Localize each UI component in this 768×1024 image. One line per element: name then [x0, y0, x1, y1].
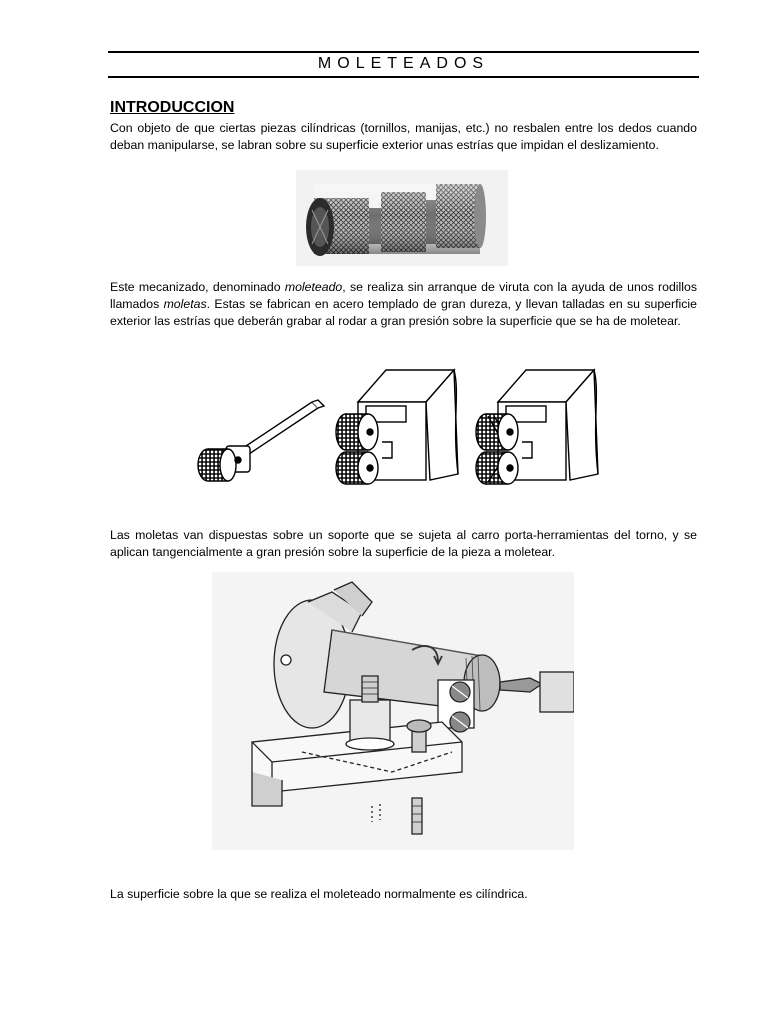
document-title: MOLETEADOS — [317, 55, 490, 72]
section-heading: INTRODUCCION — [110, 99, 235, 116]
double-knurl-tool — [336, 370, 458, 484]
single-knurl-tool — [198, 400, 324, 481]
knurling-tools-figure — [186, 362, 616, 497]
paragraph-superficie: La superficie sobre la que se realiza el moleteado normalmente es cilíndrica. — [110, 887, 528, 901]
knurled-part-figure — [296, 170, 508, 266]
paragraph-intro: Con objeto de que ciertas piezas cilíndricas (tornillos, manijas, etc.) no resbalen entre los dedos cuando deban manipularse, se labran sobre su superficie exterior unas estrías que impidan el deslizamiento. — [110, 121, 697, 152]
term-moleteado: moleteado — [284, 280, 343, 294]
title-top-rule — [108, 51, 699, 53]
lathe-knurling-figure — [212, 572, 574, 850]
paragraph-moleteado-part-b: , se realiza sin arranque de viruta con la ayuda de unos rodillos llamados — [110, 280, 697, 311]
double-knurl-tool-alt — [476, 370, 598, 484]
paragraph-moleteado — [110, 279, 697, 330]
paragraph-moleteado-part-c: . Estas se fabrican en acero templado de gran dureza, y llevan talladas en su superficie exterior las estrías que deberán grabar al rodar a gran presión sobre la superficie que se ha de moletear. — [110, 297, 697, 328]
paragraph-moleteado-part-a: Este mecanizado, denominado — [110, 280, 285, 294]
paragraph-soporte: Las moletas van dispuestas sobre un soporte que se sujeta al carro porta-herramientas del torno, y se aplican tangencialmente a gran presión sobre la superficie de la pieza a moletear. — [110, 528, 697, 559]
term-moletas: moletas — [163, 297, 207, 311]
title-bottom-rule — [108, 76, 699, 78]
